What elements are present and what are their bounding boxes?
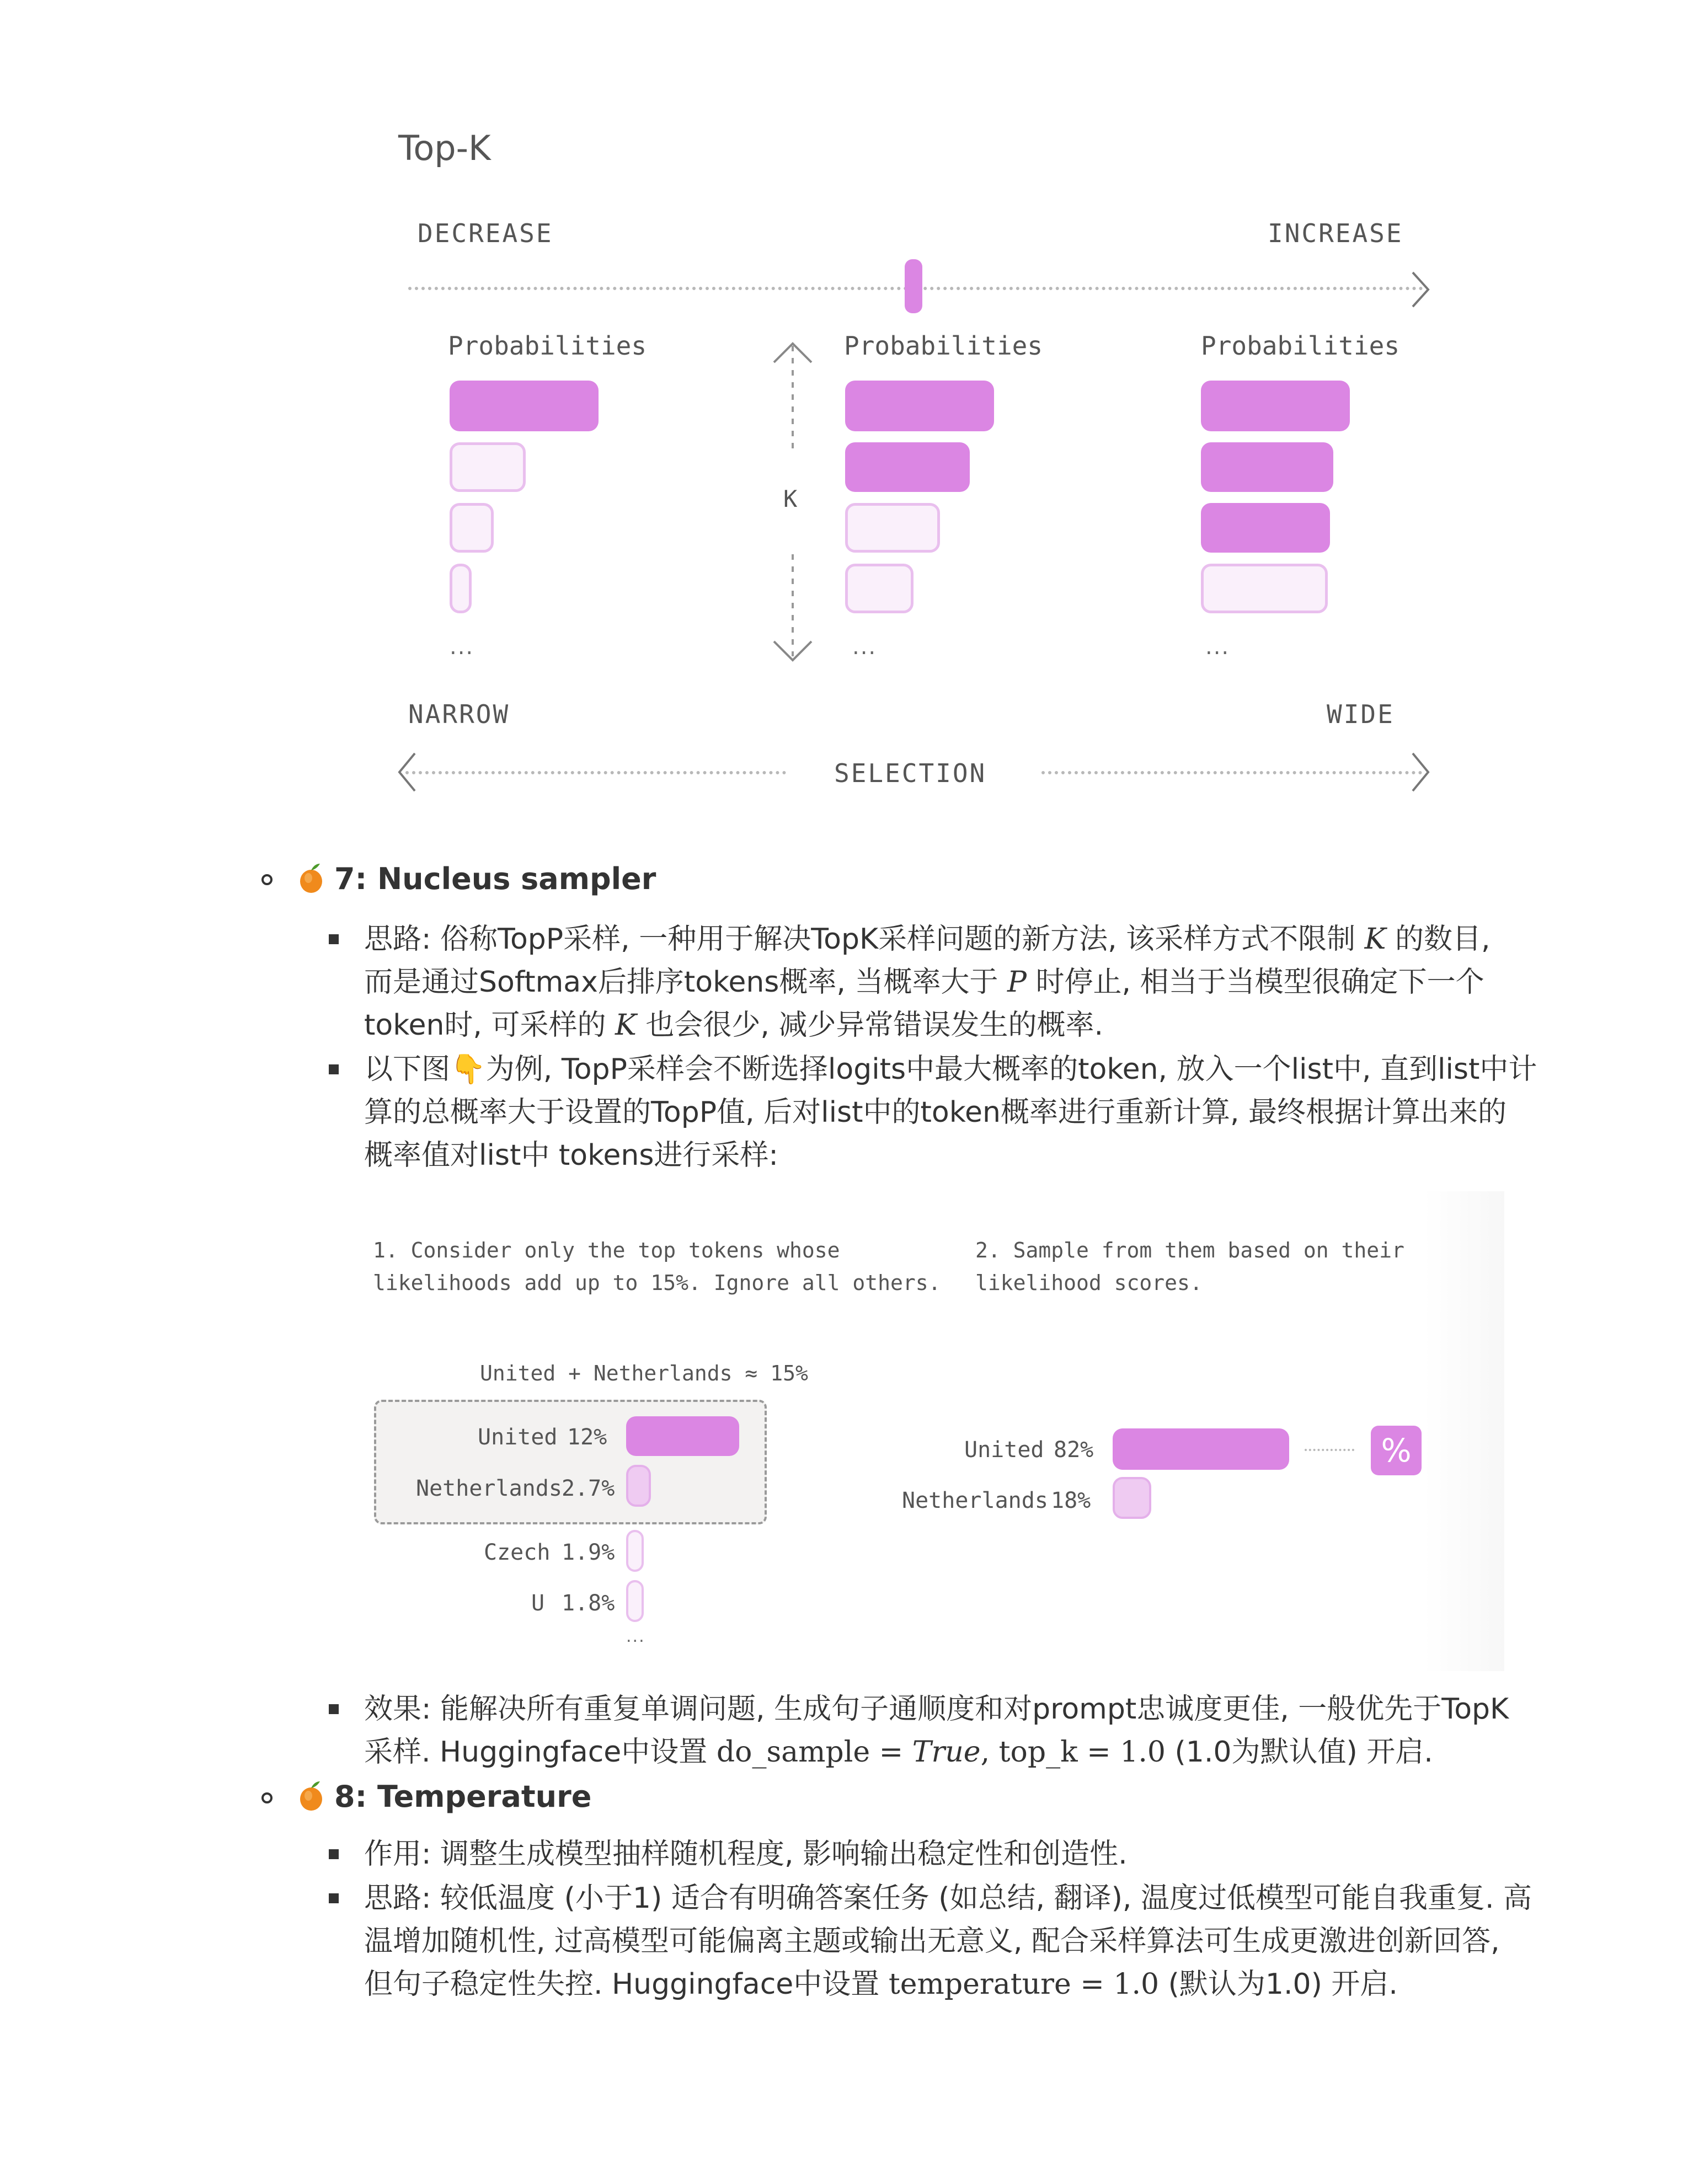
token-value: 12% [567, 1425, 607, 1450]
ellipsis: ... [1205, 634, 1230, 660]
token-label: Czech [484, 1540, 551, 1565]
token-label: United [478, 1425, 558, 1450]
token-value: 1.9% [562, 1540, 615, 1565]
section-heading-temperature: 8: Temperature [334, 1779, 592, 1814]
bar [626, 1416, 739, 1456]
increase-label: INCREASE [1268, 218, 1403, 248]
list-bullet [329, 934, 339, 944]
probabilities-label-medium: Probabilities [844, 331, 1043, 361]
token-label: Netherlands [902, 1488, 1048, 1513]
token-label: United [964, 1437, 1044, 1463]
bar [1201, 381, 1350, 431]
bar [450, 564, 472, 613]
ellipsis: ... [852, 634, 877, 660]
bar [450, 381, 599, 431]
tangerine-icon [298, 863, 324, 893]
bar [1113, 1428, 1289, 1470]
list-bullet [329, 1064, 339, 1074]
probabilities-label-wide: Probabilities [1201, 331, 1400, 361]
text: 而是通过Softmax后排序tokens概率, 当概率大于 [364, 966, 1007, 999]
text: 但句子稳定性失控. Huggingface中设置 [364, 1968, 889, 2001]
slider-handle [905, 259, 922, 313]
math: , top_k = 1.0 [980, 1736, 1166, 1769]
paragraph-line: 效果: 能解决所有重复单调问题, 生成句子通顺度和对prompt忠诚度更佳, 一般优先于TopK [364, 1693, 1509, 1726]
paragraph-line: 温增加随机性, 过高模型可能偏离主题或输出无意义, 配合采样算法可生成更激进创新回答, [364, 1925, 1500, 1958]
section-heading-nucleus: 7: Nucleus sampler [334, 861, 656, 896]
bar [845, 503, 940, 553]
math-var: K [1364, 923, 1386, 956]
bar [1201, 564, 1328, 613]
narrow-label: NARROW [408, 699, 510, 729]
list-bullet [261, 1792, 273, 1803]
step1-caption-line1: 1. Consider only the top tokens whose [373, 1238, 840, 1262]
token-value: 82% [1054, 1437, 1094, 1463]
math-var: True [912, 1736, 981, 1769]
selection-label: SELECTION [834, 758, 987, 788]
bar [845, 564, 914, 613]
paragraph-line: 概率值对list中 tokens进行采样: [364, 1139, 778, 1172]
token-label: Netherlands [416, 1476, 562, 1501]
math-var: K [615, 1009, 637, 1042]
list-bullet [329, 1704, 339, 1714]
math: do_sample = [716, 1736, 912, 1769]
wide-label: WIDE [1327, 699, 1395, 729]
list-bullet [329, 1849, 339, 1859]
bar [626, 1465, 651, 1507]
text: 为例, TopP采样会不断选择logits中最大概率的token, 放入一个list中, 直到list中计 [485, 1053, 1537, 1086]
sum-annotation: United + Netherlands ≈ 15% [480, 1361, 808, 1385]
token-value: 1.8% [562, 1591, 615, 1616]
bar [845, 442, 970, 492]
bar [450, 503, 494, 553]
paragraph-line [364, 1730, 1433, 1774]
paragraph-line [364, 917, 1491, 961]
token-label: U [531, 1591, 545, 1616]
bar [626, 1580, 644, 1622]
paragraph-line [364, 1047, 1537, 1091]
pointing-down-icon: 👇 [450, 1053, 486, 1086]
math: temperature = 1.0 [888, 1968, 1160, 2001]
connector-dots [1305, 1449, 1354, 1451]
k-label: K [783, 485, 798, 512]
text: token时, 可采样的 [364, 1009, 616, 1042]
step1-caption-line2: likelihoods add up to 15%. Ignore all others. [373, 1271, 941, 1295]
selection-line-left [405, 771, 786, 774]
topk-title: Top-K [398, 128, 491, 168]
paragraph-line: 算的总概率大于设置的TopP值, 后对list中的token概率进行重新计算, 最终根据计算出来的 [364, 1096, 1507, 1129]
text: 思路: 俗称TopP采样, 一种用于解决TopK采样问题的新方法, 该采样方式不限制 [364, 923, 1365, 956]
nucleus-figure [353, 1191, 1504, 1671]
text: (默认为1.0) 开启. [1159, 1968, 1398, 2001]
math-var: P [1007, 966, 1027, 999]
ellipsis: ... [450, 634, 474, 660]
token-value: 18% [1051, 1488, 1091, 1513]
bar [1201, 503, 1330, 553]
step2-caption-line2: likelihood scores. [975, 1271, 1203, 1295]
paragraph-line: 作用: 调整生成模型抽样随机程度, 影响输出稳定性和创造性. [364, 1838, 1128, 1871]
list-bullet [329, 1893, 339, 1903]
paragraph-line [364, 960, 1484, 1004]
bar [845, 381, 994, 431]
text: (1.0为默认值) 开启. [1165, 1736, 1433, 1769]
probabilities-label-narrow: Probabilities [448, 331, 647, 361]
token-value: 2.7% [562, 1476, 615, 1501]
bar [1201, 442, 1333, 492]
paragraph-line: 思路: 较低温度 (小于1) 适合有明确答案任务 (如总结, 翻译), 温度过低模型可能自我重复. 高 [364, 1882, 1532, 1915]
chevron-right-icon [1409, 751, 1431, 793]
bar [1113, 1477, 1151, 1519]
selection-line-right [1041, 771, 1422, 774]
text: 采样. Huggingface中设置 [364, 1736, 717, 1769]
percent-badge: % [1371, 1426, 1422, 1475]
bar [626, 1530, 644, 1572]
decrease-label: DECREASE [418, 218, 553, 248]
text: 以下图 [364, 1053, 451, 1086]
text: 也会很少, 减少异常错误发生的概率. [636, 1009, 1103, 1042]
text: 的数目, [1386, 923, 1491, 956]
paragraph-line [364, 1003, 1103, 1047]
paragraph-line [364, 1962, 1398, 2006]
tangerine-icon [298, 1780, 324, 1811]
ellipsis: ... [626, 1627, 645, 1646]
text: 时停止, 相当于当模型很确定下一个 [1027, 966, 1484, 999]
step2-caption-line1: 2. Sample from them based on their [975, 1238, 1404, 1262]
bar [450, 442, 526, 492]
list-bullet [261, 874, 273, 885]
chevron-right-icon [1409, 270, 1431, 309]
